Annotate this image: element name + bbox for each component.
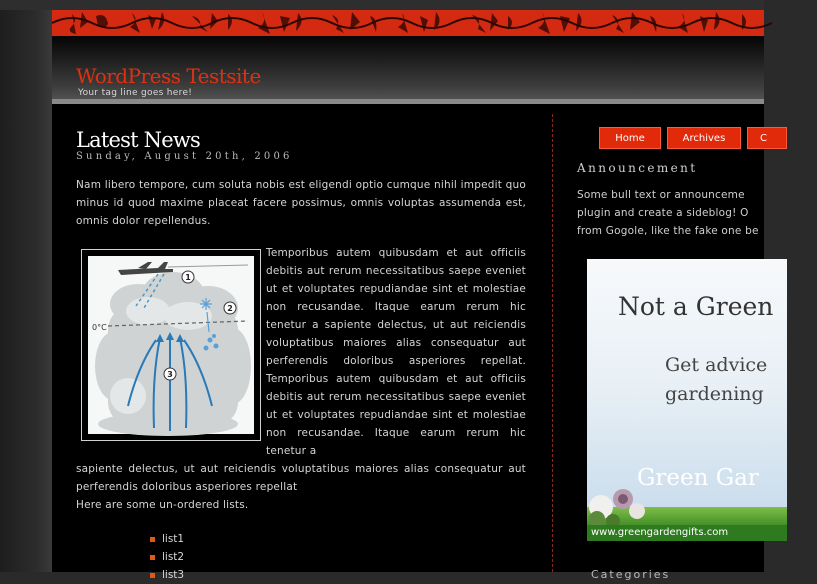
bullet-icon	[150, 555, 155, 560]
post-paragraph-2: Temporibus autem quibusdam et aut officiis debitis aut rerum necessitatibus saepe eveniet ut et voluptates repudiandae sint et molestiae non recusandae. Itaque earum rerum hic tenetur a sapiente delectus, ut aut reiciendis voluptatibus maiores alias consequatur aut perferendis doloribus asperiores repellat. Temporibus autem quibusdam et aut officiis debitis aut rerum necessitatibus saepe eveniet ut et voluptates repudiandae sint et molestiae non recusandae. Itaque earum rerum hic tenetur a	[266, 247, 526, 457]
ad-subtitle-1: Get advice	[665, 354, 768, 376]
top-strip	[52, 0, 764, 10]
list-item-label: list3	[162, 569, 185, 581]
column-divider	[552, 114, 553, 572]
bullet-icon	[150, 573, 155, 578]
post-figure	[81, 249, 261, 441]
list-item-label: list2	[162, 551, 185, 563]
nav-home-button[interactable]: Home	[599, 127, 661, 149]
list-item-label: list1	[162, 533, 185, 545]
announcement-line: from Gogole, like the fake one be	[577, 225, 759, 237]
bullet-icon	[150, 537, 155, 542]
ad-brand: Green Gar	[637, 465, 759, 491]
ad-title: Not a Green	[618, 292, 774, 321]
sidebar-ad-banner[interactable]	[587, 259, 787, 541]
post-paragraph-3: Here are some un-ordered lists.	[76, 499, 249, 511]
figure-marker-1: 1	[185, 273, 191, 282]
nav-next-button[interactable]: C	[747, 127, 787, 149]
list-item	[150, 530, 184, 548]
announcement-line: Some bull text or announceme	[577, 189, 745, 201]
post-title[interactable]: Latest News	[76, 128, 200, 152]
cloud-diagram-image	[88, 256, 254, 434]
figure-marker-2: 2	[227, 304, 233, 313]
site-header	[52, 36, 764, 102]
site-title[interactable]: WordPress Testsite	[76, 64, 261, 88]
main-content	[76, 104, 526, 581]
left-gutter	[0, 0, 52, 572]
gutter-stripe	[0, 0, 52, 10]
banner-pattern	[52, 10, 764, 36]
unordered-list	[150, 530, 184, 584]
sidebar	[577, 104, 777, 581]
announcement-heading: Announcement	[577, 161, 698, 175]
nav-archives-button[interactable]: Archives	[667, 127, 741, 149]
page	[52, 0, 774, 581]
decorative-banner	[52, 10, 764, 36]
post-paragraph-2-continued: sapiente delectus, ut aut reiciendis voluptatibus maiores alias consequatur aut perferendis doloribus asperiores repellat	[76, 463, 526, 493]
list-item	[150, 548, 184, 566]
announcement-text	[577, 186, 817, 240]
ad-subtitle-2: gardening	[665, 383, 764, 405]
post-paragraph-1: Nam libero tempore, cum soluta nobis est eligendi optio cumque nihil impedit quo minus id quod maxime placeat facere possimus, omnis voluptas assumenda est, omnis dolor repellendus.	[76, 179, 526, 227]
post-date: Sunday, August 20th, 2006	[76, 151, 293, 162]
figure-marker-3: 3	[167, 370, 173, 379]
flower-icon	[587, 481, 647, 527]
ad-url: www.greengardengifts.com	[587, 525, 787, 541]
announcement-line: plugin and create a sideblog! O	[577, 207, 749, 219]
sidebar-next-heading: Categories	[591, 568, 671, 581]
list-item	[150, 566, 184, 584]
site-tagline: Your tag line goes here!	[78, 88, 193, 98]
cloud-diagram	[88, 256, 254, 434]
figure-temp-label: 0°C	[92, 323, 107, 332]
